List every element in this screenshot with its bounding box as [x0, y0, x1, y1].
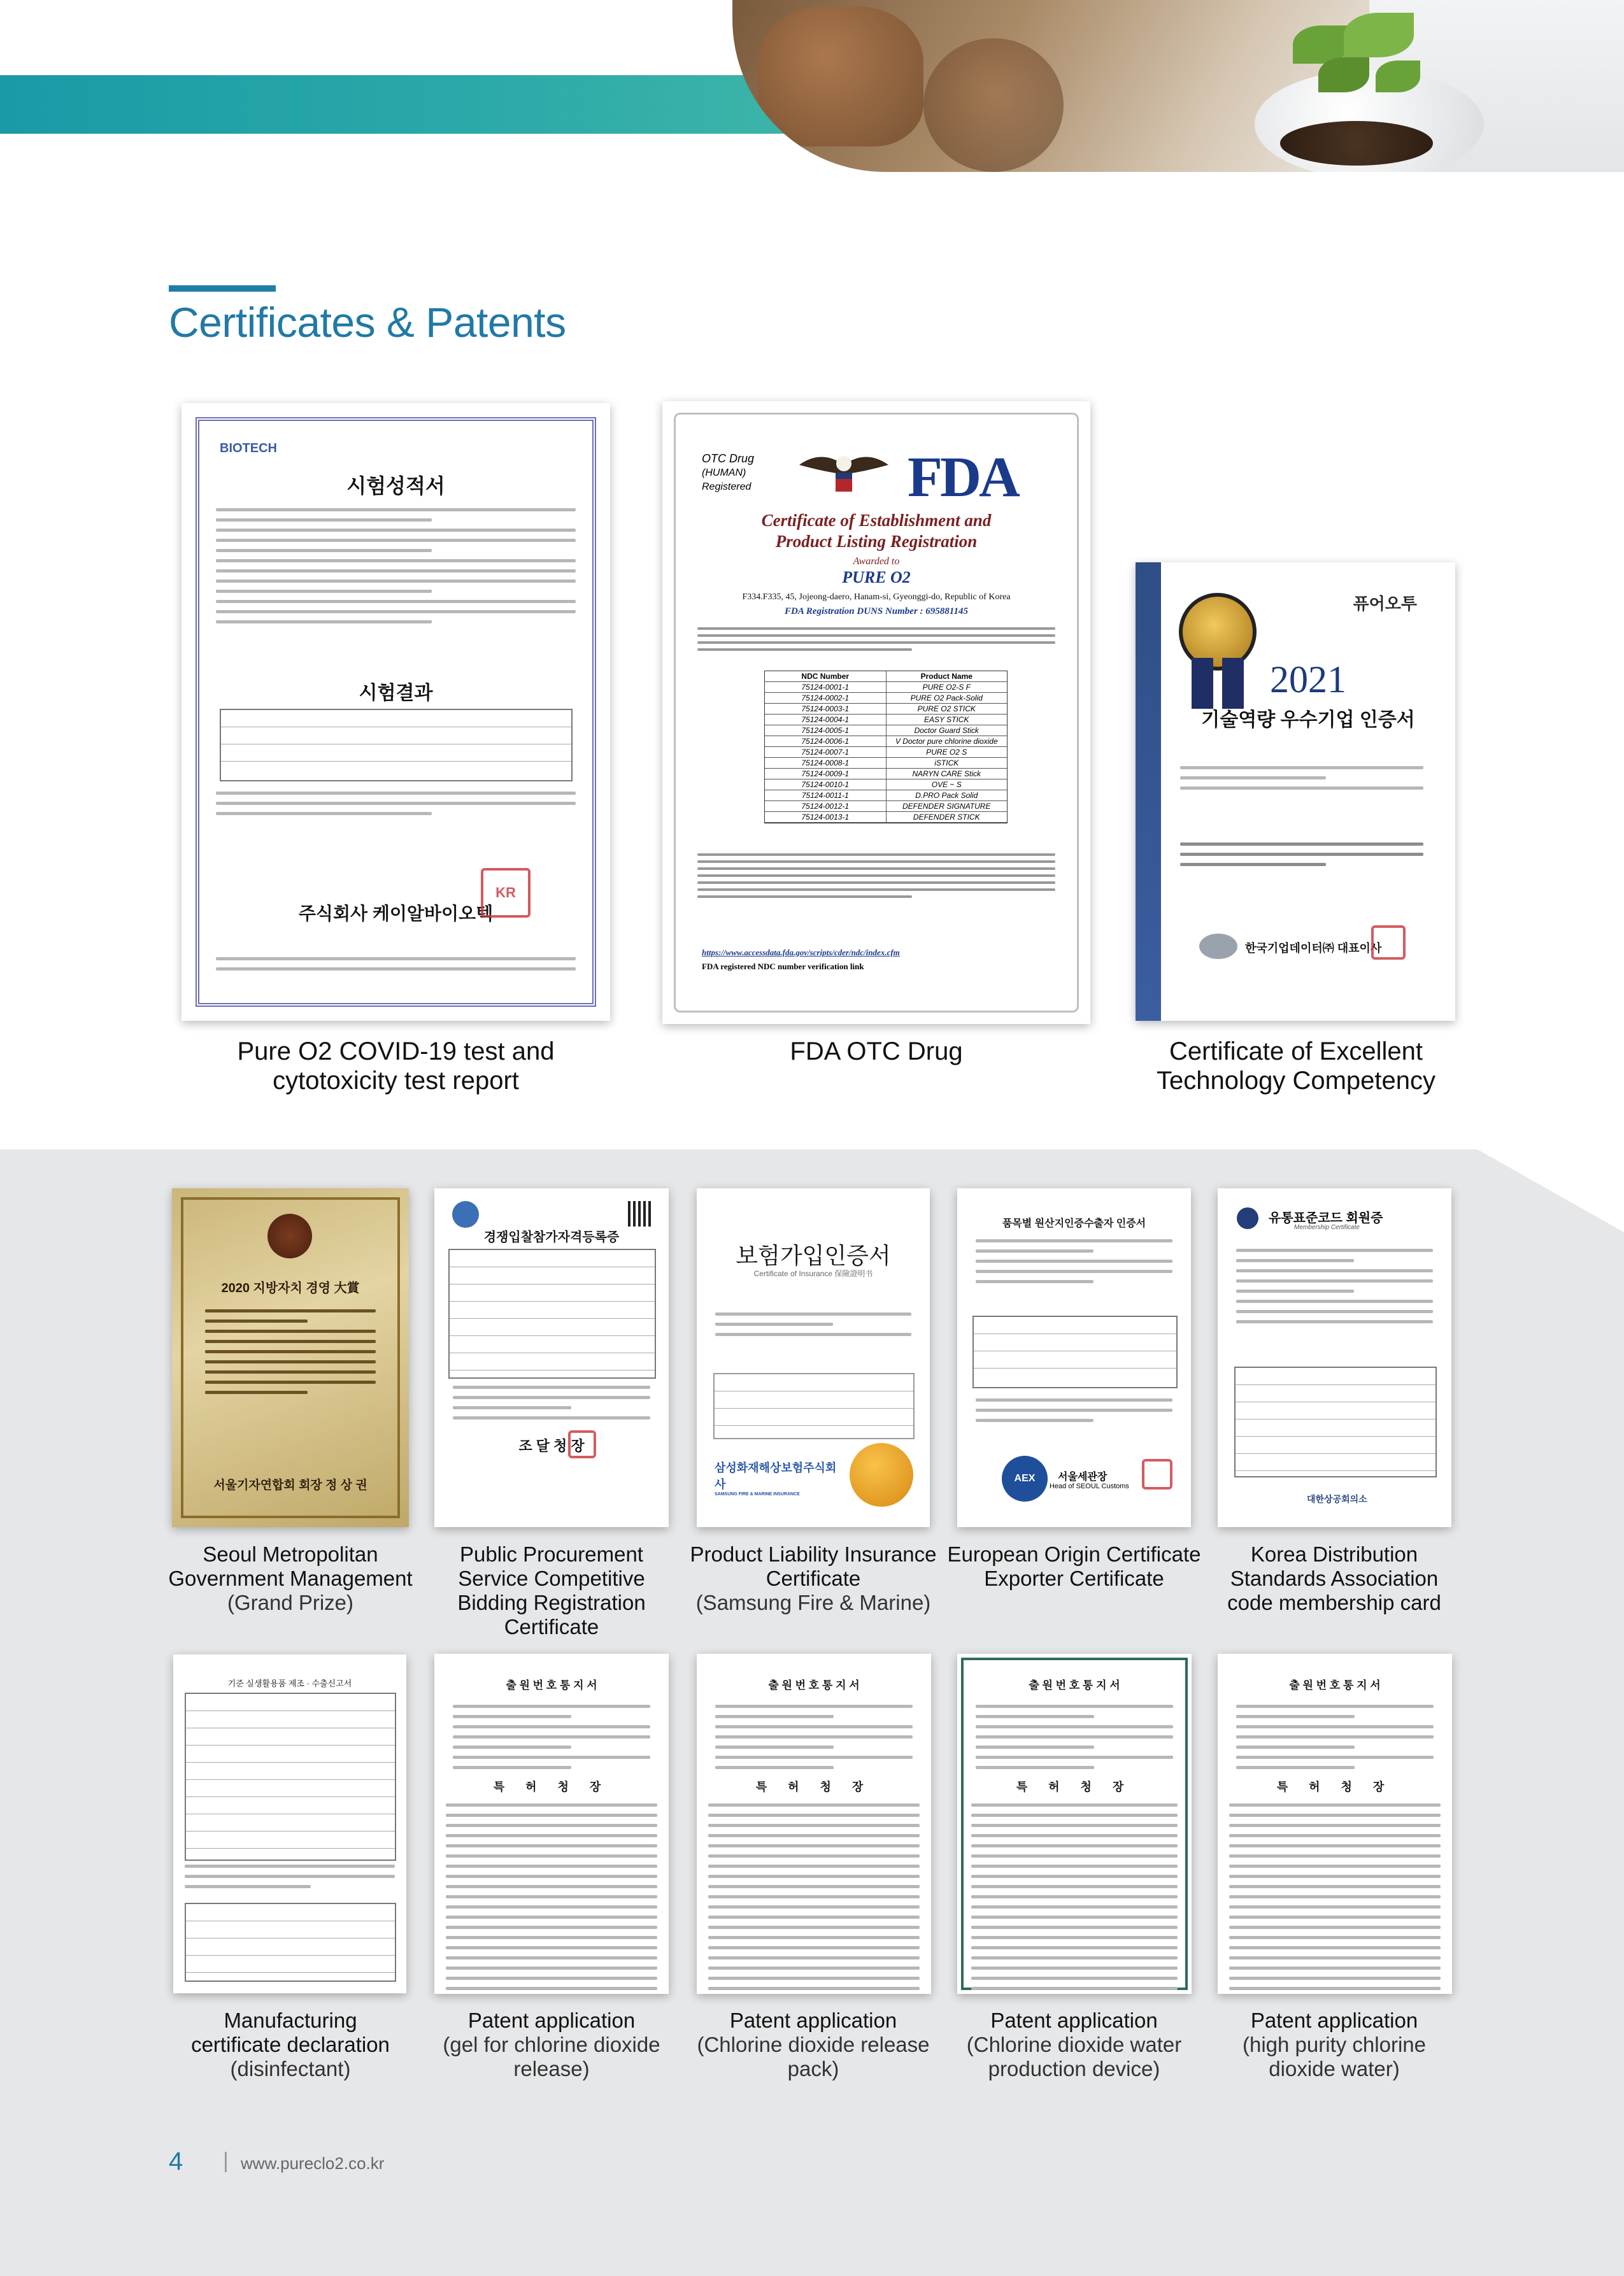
caption-insurance — [683, 1542, 944, 1615]
certificate-title: 기술역량 우수기업 인증서 — [1201, 709, 1415, 730]
customs-issuer: 서울세관장 — [1058, 1472, 1108, 1483]
patent-notice-body — [971, 1803, 1178, 1994]
registration-table — [448, 1249, 656, 1379]
ndc-number-cell: 75124-0004-1 — [765, 715, 887, 725]
issuer-stamp — [568, 1430, 596, 1458]
duns-number: FDA Registration DUNS Number : 695881145 — [785, 606, 968, 616]
award-emblem-icon — [267, 1214, 312, 1258]
patent-notice-info — [453, 1705, 650, 1776]
page-title: Certificates & Patents — [169, 299, 566, 346]
title-accent-bar — [169, 285, 276, 292]
issuer-name: 한국기업데이터㈜ 대표이사 — [1245, 942, 1382, 955]
ndc-product-cell: EASY STICK — [924, 715, 969, 724]
award-body — [205, 1309, 376, 1401]
ndc-product-cell: NARYN CARE Stick — [912, 769, 981, 778]
insurer-name-en: SAMSUNG FIRE & MARINE INSURANCE — [715, 1492, 800, 1497]
ndc-product-cell: D.PRO Pack Solid — [915, 791, 978, 800]
caption-line: Bidding Registration — [457, 1591, 646, 1614]
caption-line: European Origin Certificate — [947, 1542, 1201, 1566]
patent-notice-info — [1236, 1705, 1433, 1776]
tcb-certificate-document — [1136, 562, 1455, 1021]
patent-notice-heading: 출 원 번 호 통 지 서 — [768, 1679, 860, 1691]
ndc-table-row — [765, 779, 1007, 790]
caption-fda-otc-drug — [662, 1037, 1090, 1066]
caption-line: Patent application — [1250, 2009, 1418, 2032]
ndc-table-row — [765, 682, 1007, 693]
award-issuer: 서울기자연합회 회장 정 상 권 — [213, 1479, 367, 1492]
ndc-table-row — [765, 790, 1007, 801]
ndc-table-row — [765, 758, 1007, 769]
award-heading: 2020 지방자치 경영 大賞 — [221, 1281, 360, 1295]
caption-line: certificate declaration — [191, 2033, 390, 2056]
fda-certificate-document — [662, 401, 1090, 1024]
hero-soil-shape — [1280, 121, 1433, 166]
issuing-company: 주식회사 케이알바이오텍 — [298, 904, 494, 923]
ndc-number-cell: 75124-0005-1 — [765, 725, 887, 736]
ndc-product-cell: PURE O2 S — [926, 748, 967, 757]
caption-seoul-award — [162, 1542, 418, 1615]
insurance-table — [713, 1373, 915, 1439]
ndc-table-row — [765, 769, 1007, 779]
patent-notice-device-document — [957, 1654, 1192, 1994]
ndc-number-cell: 75124-0011-1 — [765, 790, 887, 800]
membership-subheading: Membership Certificate — [1294, 1224, 1360, 1231]
origin-heading: 품목별 원산지인증수출자 인증서 — [1002, 1218, 1146, 1229]
registered-tag: Registered — [702, 481, 751, 492]
result-table — [220, 709, 573, 781]
insurance-subheading: Certificate of Insurance 保險證明书 — [753, 1269, 873, 1278]
caption-line: Patent application — [990, 2009, 1158, 2032]
ndc-table-row — [765, 693, 1007, 704]
samsung-logo — [715, 1459, 842, 1497]
membership-info — [1236, 1249, 1432, 1330]
ndc-product-cell: Doctor Guard Stick — [914, 726, 979, 735]
patent-office-label: 특 허 청 장 — [1276, 1781, 1393, 1793]
hero-leaf-shape — [1376, 60, 1420, 92]
patent-notice-pack-document — [697, 1654, 931, 1994]
report-heading: 시험성적서 — [346, 474, 445, 497]
header-teal-band — [0, 75, 790, 134]
caption-line: cytotoxicity test report — [273, 1067, 519, 1095]
caption-line: Pure O2 COVID-19 test and — [237, 1037, 555, 1065]
disclaimer-text — [697, 853, 1055, 905]
caption-line: Patent application — [467, 2009, 636, 2032]
declaration-lower-table — [185, 1903, 396, 1982]
caption-patent-pack — [683, 2009, 944, 2081]
ndc-number-cell: 75124-0006-1 — [765, 736, 887, 746]
hero-pot-shape — [758, 6, 923, 146]
result-notes — [216, 792, 576, 822]
registration-notes — [453, 1386, 650, 1426]
certificate-year: 2021 — [1270, 658, 1346, 701]
caption-line: (disinfectant) — [230, 2057, 351, 2080]
company-stamp: KR — [481, 868, 531, 918]
certified-company: 퓨어오투 — [1353, 594, 1417, 613]
awarded-company: PURE O2 — [842, 568, 911, 587]
seoul-award-document — [172, 1188, 409, 1527]
origin-statement — [976, 1398, 1172, 1429]
ndc-number-cell: 75124-0010-1 — [765, 779, 887, 790]
aex-seal: AEX — [1002, 1456, 1048, 1502]
certificate-title-1: Certificate of Establishment and — [761, 511, 992, 530]
insurance-info — [715, 1312, 911, 1343]
caption-line: (Samsung Fire & Marine) — [695, 1591, 931, 1614]
caption-patent-high-purity — [1207, 2009, 1462, 2081]
customs-issuer-en: Head of SEOUL Customs — [1050, 1483, 1129, 1490]
certificate-side-band — [1136, 562, 1161, 1021]
origin-info — [976, 1239, 1172, 1290]
patent-notice-body — [446, 1803, 657, 1994]
ndc-table-row — [765, 812, 1007, 823]
patent-office-label: 특 허 청 장 — [493, 1781, 610, 1793]
patent-office-label: 특 허 청 장 — [755, 1781, 873, 1793]
ndc-number-cell: 75124-0013-1 — [765, 812, 887, 822]
ndc-number-cell: 75124-0012-1 — [765, 801, 887, 811]
ndc-product-cell: PURE O2-S F — [922, 683, 971, 692]
awarded-to-label: Awarded to — [853, 556, 900, 567]
caption-line: (Grand Prize) — [227, 1591, 354, 1614]
caption-line: Seoul Metropolitan — [203, 1542, 378, 1566]
ndc-table-row — [765, 725, 1007, 736]
patent-notice-info — [715, 1705, 912, 1776]
ndc-product-cell: OVE ~ S — [931, 780, 962, 789]
caption-line: production device) — [988, 2057, 1160, 2080]
issuer-stamp — [1371, 925, 1406, 960]
hero-leaf-shape — [1344, 13, 1414, 57]
report-info-lines — [216, 508, 576, 630]
ndc-number-cell: 75124-0009-1 — [765, 769, 887, 779]
caption-line: Certificate — [766, 1567, 861, 1590]
declaration-notes — [185, 1865, 394, 1895]
membership-heading: 유통표준코드 회원증 — [1269, 1211, 1383, 1225]
patent-notice-gel-document — [434, 1654, 669, 1994]
caption-patent-device — [943, 2009, 1206, 2081]
patent-notice-body — [708, 1803, 919, 1994]
caption-line: (Chlorine dioxide water — [966, 2033, 1182, 2056]
grey-section-corner — [1478, 1149, 1624, 1232]
registration-issuer: 조 달 청 장 — [518, 1438, 585, 1454]
caption-line: Certificate of Excellent — [1169, 1037, 1423, 1065]
kedkorea-logo-icon — [1199, 934, 1237, 959]
caption-line: Manufacturing — [224, 2009, 357, 2032]
test-report-document — [182, 403, 610, 1021]
caption-line: Product Liability Insurance — [690, 1542, 937, 1566]
caption-line: FDA OTC Drug — [790, 1037, 963, 1065]
header-hero-image — [732, 0, 1624, 172]
manufacturing-declaration-document — [173, 1654, 406, 1993]
caption-line: Certificate — [504, 1615, 599, 1639]
certificate-details — [1180, 766, 1423, 797]
declaration-table — [185, 1693, 396, 1861]
insurance-certificate-document — [697, 1188, 930, 1527]
caption-patent-gel — [424, 2009, 679, 2081]
caption-procurement — [424, 1542, 679, 1639]
ndc-table-row — [765, 715, 1007, 725]
ndc-link-note: FDA registered NDC number verification link — [702, 962, 864, 971]
ndc-table-header — [765, 671, 1007, 682]
caption-line: Korea Distribution — [1250, 1542, 1418, 1566]
ndc-number-cell: 75124-0008-1 — [765, 758, 887, 768]
membership-table — [1234, 1367, 1437, 1477]
footer-notes — [216, 957, 576, 978]
ndc-product-cell: DEFENDER SIGNATURE — [902, 802, 991, 811]
patent-notice-info — [976, 1705, 1172, 1776]
caption-manufacturing-declaration — [162, 2009, 418, 2081]
ndc-product-cell: PURE O2 Pack-Solid — [910, 693, 983, 702]
caption-covid-test-report — [182, 1037, 610, 1095]
caption-line: code membership card — [1227, 1591, 1441, 1614]
result-heading: 시험결과 — [359, 683, 433, 704]
ndc-header-number: NDC Number — [765, 671, 887, 681]
caption-line: Patent application — [729, 2009, 897, 2032]
ndc-verification-link[interactable]: https://www.accessdata.fda.gov/scripts/cder/ndc/index.cfm — [702, 948, 900, 957]
insurer-name-kr: 삼성화재해상보험주식회사 — [715, 1462, 837, 1491]
ndc-table-row — [765, 801, 1007, 812]
patent-notice-heading: 출 원 번 호 통 지 서 — [1289, 1679, 1381, 1691]
origin-exporter-document — [957, 1188, 1191, 1527]
ndc-product-cell: PURE O2 STICK — [917, 704, 976, 713]
eagle-emblem-icon — [796, 446, 892, 497]
gs1-logo-icon — [1237, 1207, 1258, 1229]
procurement-registration-document — [434, 1188, 669, 1527]
pps-logo-icon — [452, 1201, 479, 1228]
caption-line: Government Management — [168, 1567, 413, 1590]
patent-notice-high-purity-document — [1218, 1654, 1452, 1994]
patent-notice-heading: 출 원 번 호 통 지 서 — [506, 1679, 597, 1691]
fda-logo: FDA — [908, 446, 1018, 509]
footer-separator: | — [223, 2149, 229, 2173]
caption-line: Service Competitive — [458, 1567, 645, 1590]
caption-line: release) — [513, 2057, 590, 2080]
caption-line: Technology Competency — [1156, 1067, 1436, 1095]
declaration-heading: 기준 실생활용품 제조 · 수출신고서 — [227, 1679, 352, 1688]
origin-product-table — [972, 1316, 1178, 1388]
ndc-header-product: Product Name — [920, 672, 972, 681]
caption-line: (Chlorine dioxide release — [697, 2033, 930, 2056]
caption-line: Exporter Certificate — [984, 1567, 1164, 1590]
certificate-title-2: Product Listing Registration — [775, 532, 978, 551]
certificate-body — [1180, 843, 1423, 873]
caption-line: (high purity chlorine — [1243, 2033, 1426, 2056]
caption-line: Standards Association — [1230, 1567, 1439, 1590]
page-number: 4 — [169, 2147, 183, 2175]
caption-line: pack) — [787, 2057, 839, 2080]
hero-pot-shape — [923, 38, 1064, 172]
issuer-name: 대한상공회의소 — [1307, 1494, 1367, 1504]
ndc-number-cell: 75124-0003-1 — [765, 704, 887, 714]
qr-code-icon — [628, 1201, 653, 1227]
caption-origin-exporter — [943, 1542, 1206, 1591]
otc-drug-tag: OTC Drug — [702, 452, 755, 465]
registration-heading: 경쟁입찰참가자격등록증 — [483, 1230, 620, 1244]
ndc-number-cell: 75124-0001-1 — [765, 682, 887, 692]
human-tag: (HUMAN) — [702, 467, 746, 478]
ndc-table-row — [765, 747, 1007, 758]
hero-leaf-shape — [1318, 57, 1369, 92]
ndc-product-cell: V Doctor pure chlorine dioxide — [895, 737, 998, 746]
patent-notice-heading: 출 원 번 호 통 지 서 — [1029, 1679, 1120, 1691]
issuer-stamp — [1142, 1459, 1172, 1490]
certificate-body-text — [697, 627, 1055, 658]
patent-notice-body — [1229, 1803, 1440, 1994]
gold-seal-icon — [850, 1443, 913, 1507]
ndc-number-cell: 75124-0007-1 — [765, 747, 887, 757]
caption-line: (gel for chlorine dioxide — [443, 2033, 660, 2056]
ndc-number-cell: 75124-0002-1 — [765, 693, 887, 703]
ndc-product-cell: iSTICK — [934, 758, 959, 767]
ndc-table-row — [765, 704, 1007, 715]
company-address: F334.F335, 45, Jojeong-daero, Hanam-si, Gyeonggi-do, Republic of Korea — [742, 592, 1011, 602]
caption-distribution-membership — [1207, 1542, 1462, 1615]
biotech-logo: BIOTECH — [220, 441, 277, 455]
caption-line: Public Procurement — [460, 1542, 643, 1566]
ndc-product-cell: DEFENDER STICK — [913, 813, 980, 821]
footer-website-link[interactable]: www.pureclo2.co.kr — [241, 2154, 385, 2173]
patent-office-label: 특 허 청 장 — [1016, 1781, 1133, 1793]
ndc-table — [764, 671, 1008, 823]
insurance-heading: 보험가입인증서 — [736, 1242, 891, 1269]
distribution-membership-document — [1218, 1188, 1451, 1527]
caption-technology-competency — [1108, 1037, 1484, 1095]
caption-line: dioxide water) — [1269, 2057, 1400, 2080]
ndc-table-row — [765, 736, 1007, 747]
